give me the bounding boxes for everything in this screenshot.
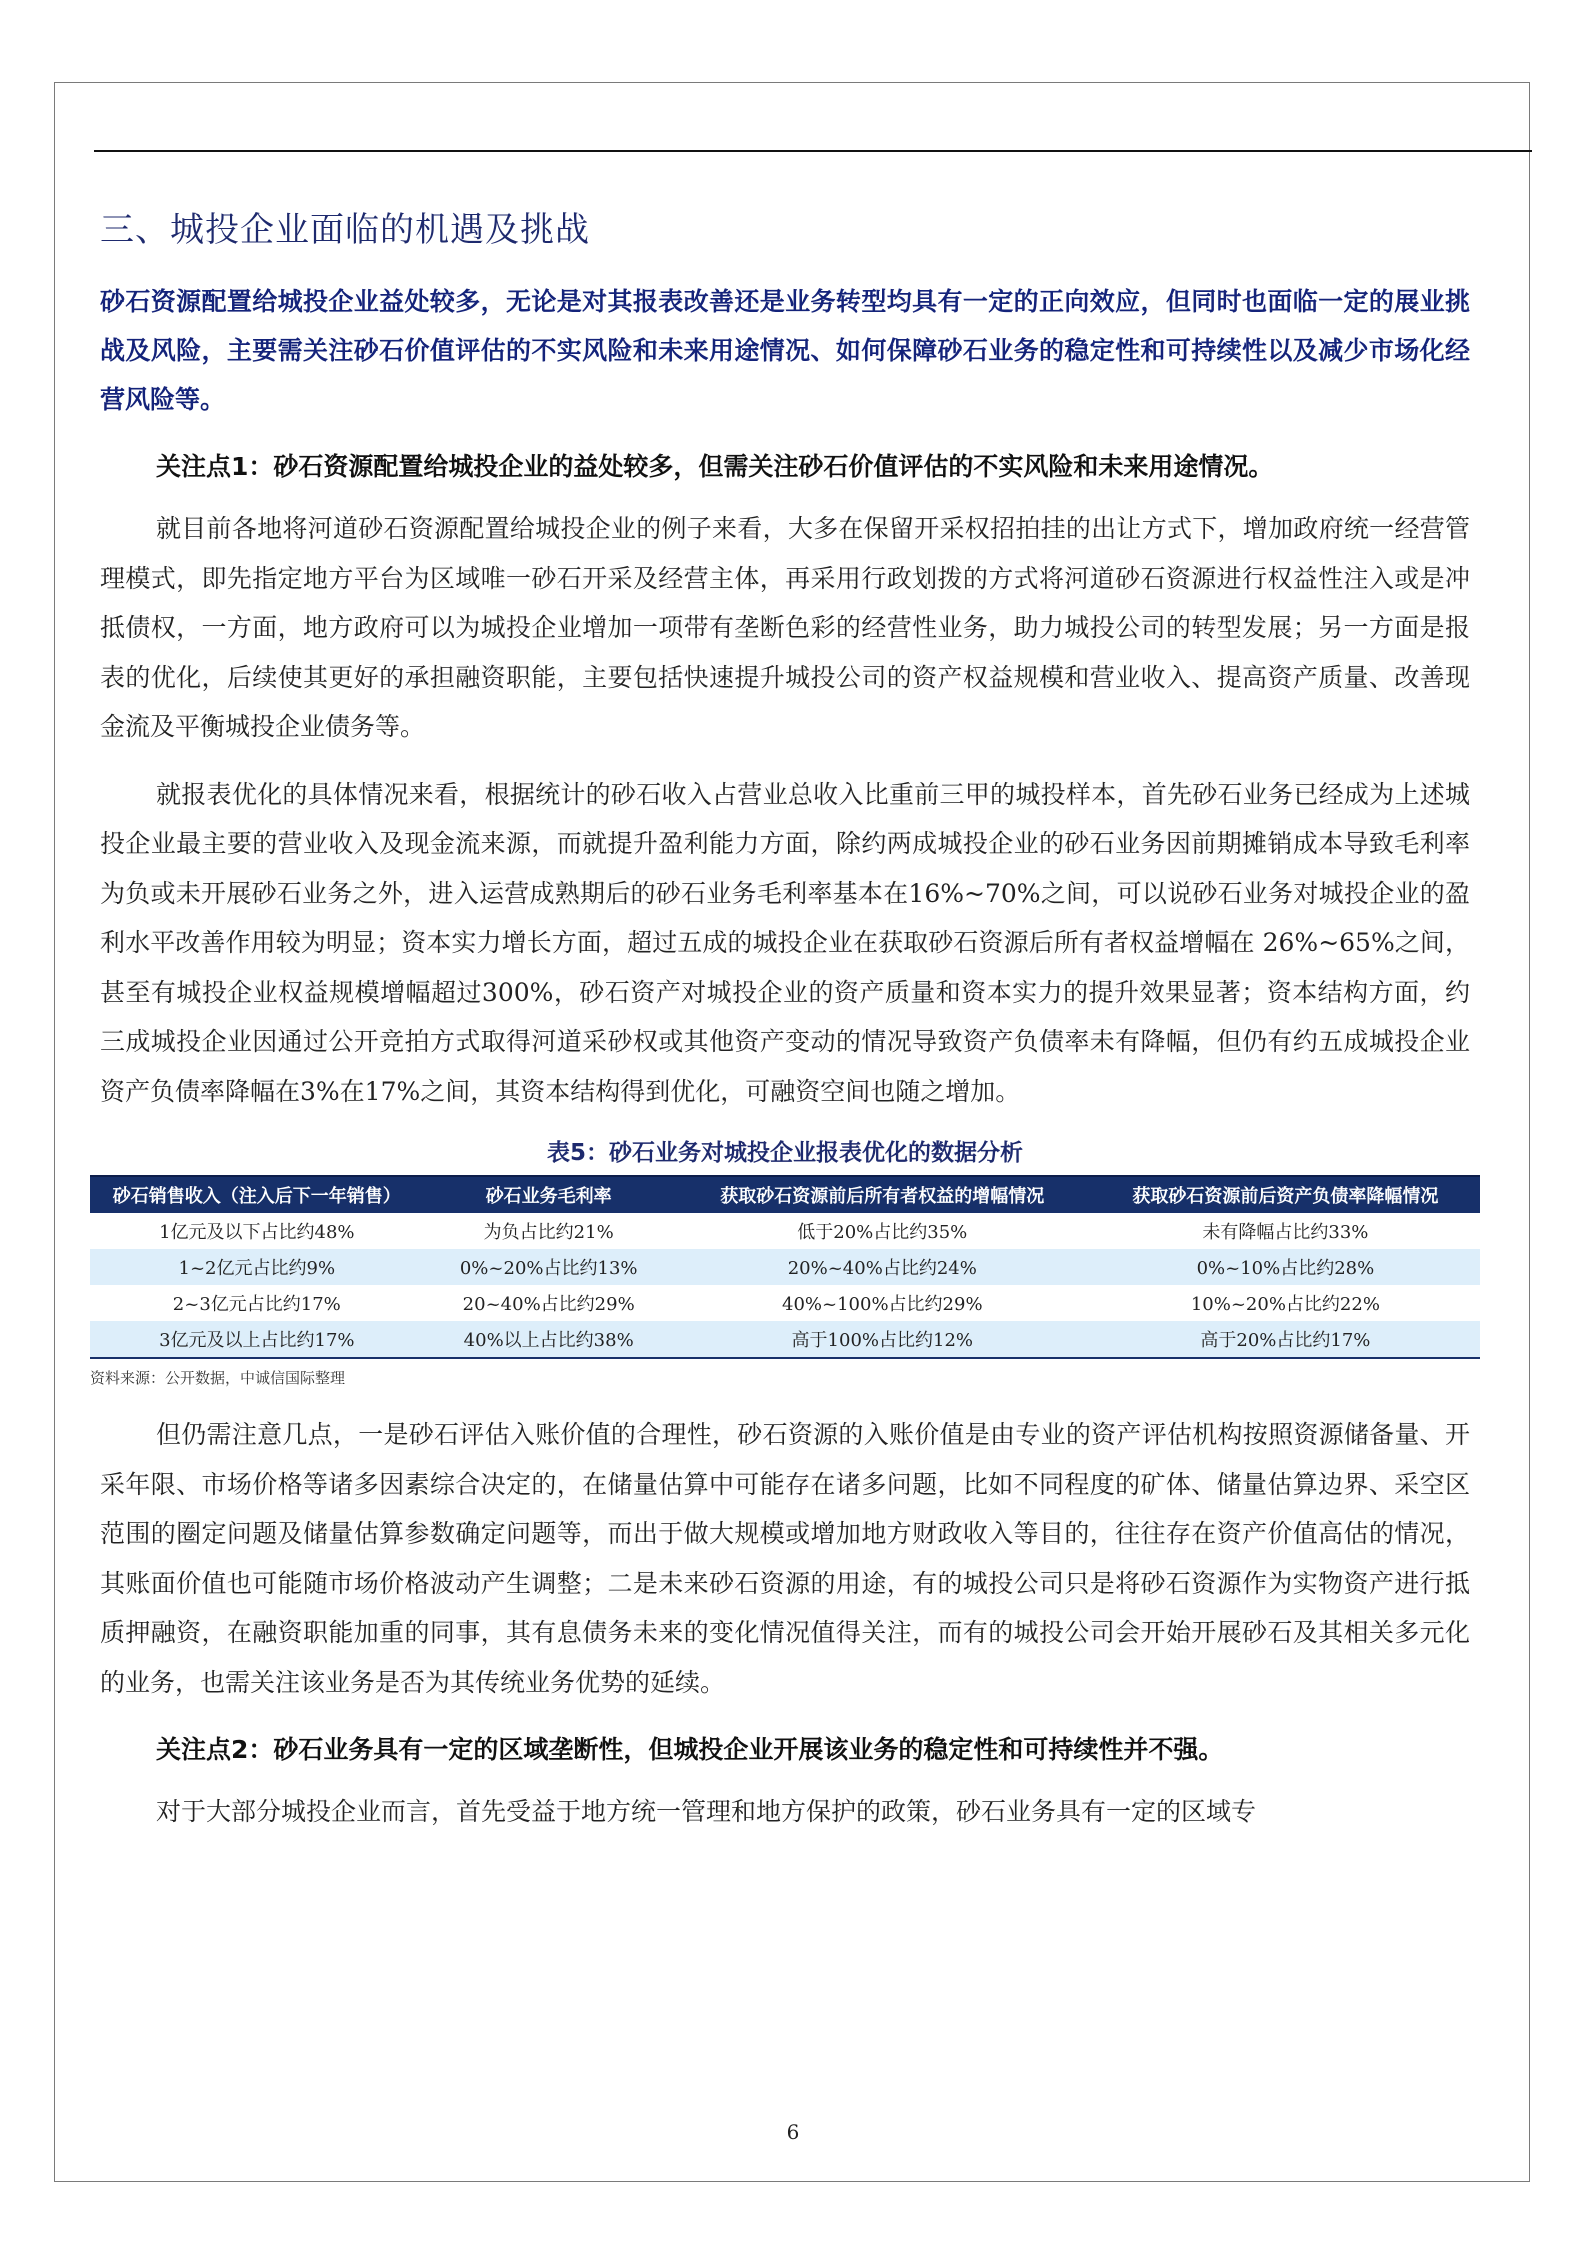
header-rule (94, 150, 1532, 152)
table-row (90, 1213, 1480, 1249)
table-cell: 20~40%占比约29% (462, 1294, 635, 1315)
table-header-cell: 获取砂石资源前后所有者权益的增幅情况 (674, 1176, 1091, 1213)
table-cell: 高于20%占比约17% (1091, 1321, 1480, 1358)
table-cell: 1~2亿元占比约9% (90, 1249, 424, 1285)
table-source-note: 资料来源：公开数据，中诚信国际整理 (90, 1369, 346, 1387)
table-row (90, 1249, 1480, 1285)
paragraph-1: 就目前各地将河道砂石资源配置给城投企业的例子来看，大多在保留开采权招拍挂的出让方式下，增加政府统一经营管理模式，即先指定地方平台为区域唯一砂石开采及经营主体，再采用行政划拨的方式将河道砂石资源进行权益性注入或是冲抵债权，一方面，地方政府可以为城投企业增加一项带有垄断色彩的经营性业务，助力城投公司的转型发展；另一方面是报表的优化，后续使其更好的承担融资职能，主要包括快速提升城投公司的资产权益规模和营业收入、提高资产质量、改善现金流及平衡城投企业债务等。 (100, 514, 1470, 741)
table-row (90, 1285, 1480, 1321)
table-cell: 高于100%占比约12% (674, 1321, 1091, 1358)
table-cell: 为负占比约21% (483, 1222, 614, 1243)
focus-point-1: 关注点1：砂石资源配置给城投企业的益处较多，但需关注砂石价值评估的不实风险和未来用途情况。 (156, 452, 1274, 481)
table-cell: 1亿元及以下占比约48% (159, 1222, 355, 1243)
table-cell: 2~3亿元占比约17% (172, 1294, 341, 1315)
page-number: 6 (786, 2120, 800, 2144)
paragraph-2: 就报表优化的具体情况来看，根据统计的砂石收入占营业总收入比重前三甲的城投样本，首先砂石业务已经成为上述城投企业最主要的营业收入及现金流来源，而就提升盈利能力方面，除约两成城投企业的砂石业务因前期摊销成本导致毛利率为负或未开展砂石业务之外，进入运营成熟期后的砂石业务毛利率基本在16%~70%之间，可以说砂石业务对城投企业的盈利水平改善作用较为明显；资本实力增长方面，超过五成的城投企业在获取砂石资源后所有者权益增幅在 26%~65%之间，甚至有城投企业权益规模增幅超过300%，砂石资产对城投企业的资产质量和资本实力的提升效果显著；资本结构方面，约三成城投企业因通过公开竞拍方式取得河道采砂权或其他资产变动的情况导致资产负债率未有降幅，但仍有约五成城投企业资产负债率降幅在3%在17%之间，其资本结构得到优化，可融资空间也随之增加。 (100, 779, 1470, 1106)
table-row (90, 1321, 1480, 1358)
table-cell: 低于20%占比约35% (797, 1222, 968, 1243)
table-header-cell: 砂石销售收入（注入后下一年销售） (90, 1176, 424, 1213)
table-caption: 表5：砂石业务对城投企业报表优化的数据分析 (546, 1140, 1023, 1166)
data-table (90, 1175, 1480, 1359)
table-header-row (90, 1176, 1480, 1213)
section-summary: 砂石资源配置给城投企业益处较多，无论是对其报表改善还是业务转型均具有一定的正向效应，但同时也面临一定的展业挑战及风险，主要需关注砂石价值评估的不实风险和未来用途情况、如何保障砂石业务的稳定性和可持续性以及减少市场化经营风险等。 (100, 287, 1470, 414)
table-cell: 0%~20%占比约13% (424, 1249, 674, 1285)
table-cell: 20%~40%占比约24% (674, 1249, 1091, 1285)
table-header-cell: 砂石业务毛利率 (424, 1176, 674, 1213)
table-cell: 0%~10%占比约28% (1091, 1249, 1480, 1285)
table-header-cell: 获取砂石资源前后资产负债率降幅情况 (1091, 1176, 1480, 1213)
table-cell: 10%~20%占比约22% (1190, 1294, 1380, 1315)
focus-point-2: 关注点2：砂石业务具有一定的区域垄断性，但城投企业开展该业务的稳定性和可持续性并不强。 (156, 1735, 1224, 1764)
page-content (90, 205, 1470, 1855)
paragraph-3: 但仍需注意几点，一是砂石评估入账价值的合理性，砂石资源的入账价值是由专业的资产评估机构按照资源储备量、开采年限、市场价格等诸多因素综合决定的，在储量估算中可能存在诸多问题，比如不同程度的矿体、储量估算边界、采空区范围的圈定问题及储量估算参数确定问题等，而出于做大规模或增加地方财政收入等目的，往往存在资产价值高估的情况，其账面价值也可能随市场价格波动产生调整；二是未来砂石资源的用途，有的城投公司只是将砂石资源作为实物资产进行抵质押融资，在融资职能加重的同事，其有息债务未来的变化情况值得关注，而有的城投公司会开始开展砂石及其相关多元化的业务，也需关注该业务是否为其传统业务优势的延续。 (100, 1420, 1470, 1697)
table-cell: 3亿元及以上占比约17% (90, 1321, 424, 1358)
paragraph-4: 对于大部分城投企业而言，首先受益于地方统一管理和地方保护的政策，砂石业务具有一定的区域专 (156, 1797, 1257, 1826)
section-title: 三、城投企业面临的机遇及挑战 (100, 210, 590, 250)
table-cell: 40%以上占比约38% (424, 1321, 674, 1358)
table-cell: 40%~100%占比约29% (782, 1294, 983, 1315)
table-cell: 未有降幅占比约33% (1202, 1222, 1369, 1243)
